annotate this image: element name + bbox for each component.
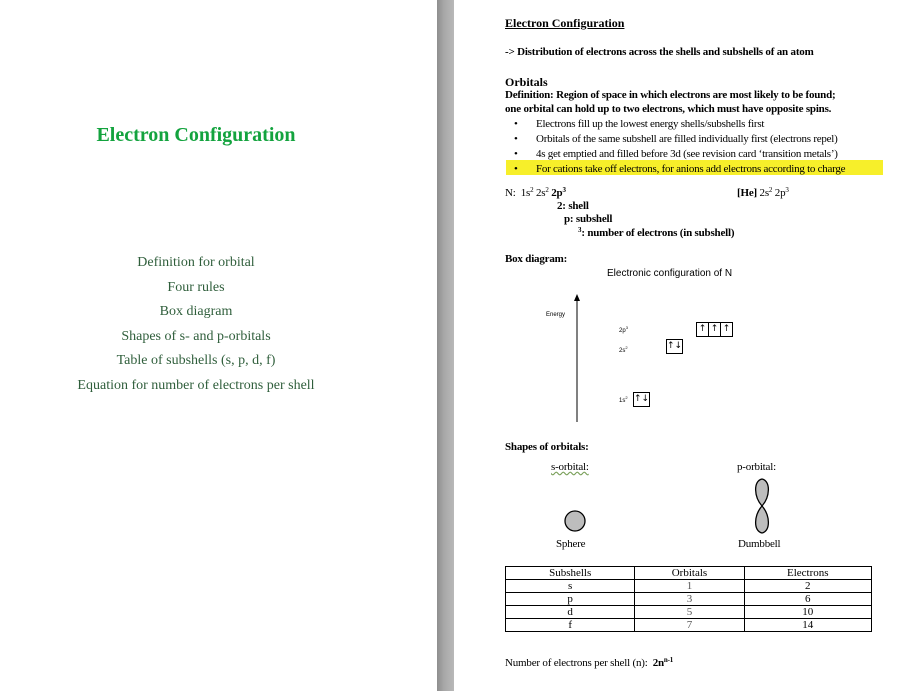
dumbbell-shape [750,477,774,535]
equation-line: Number of electrons per shell (n): $2n^{n-1}$ [505,656,674,669]
rule-item: • 4s get emptied and filled before 3d (see revision card ‘transition metals’) [518,147,845,162]
table-row [506,593,872,606]
electron-up: ↑ [697,323,709,336]
contents-item: Table of subshells (s, p, d, f) [116,353,276,368]
orbital-box-1s: ↑↓ [633,392,650,407]
contents-list [0,251,392,398]
table-cell: p [506,593,635,606]
electron-up: ↑ [709,323,721,336]
dumbbell-caption: Dumbbell [738,538,781,550]
orbital-box-2p [696,322,733,337]
contents-item: Four rules [167,279,225,295]
table-header-cell: Subshells [506,567,635,580]
table-cell: 1 [635,580,744,593]
table-cell: d [506,606,635,619]
box-diagram-heading: Box diagram: [505,253,568,265]
level-2p-label: $2p^3$ [619,325,628,334]
page-heading: Electron Configuration [505,16,625,30]
energy-axis-arrow [572,294,582,424]
note-electrons: $^3$: number of electrons (in subshell) [578,226,735,239]
table-cell: f [506,619,635,632]
rule-item-highlighted: • For cations take off electrons, for anions add electrons according to charge [518,162,845,177]
table-row [506,580,872,593]
cover-title: Electron Configuration [96,124,296,146]
note-subshell: p: subshell [564,213,613,225]
short-notation: [He] $2s^2$ $2p^3$ [737,186,789,199]
rule-item: • Orbitals of the same subshell are filled individually first (electrons repel) [518,132,845,147]
shapes-heading: Shapes of orbitals: [505,441,589,453]
level-2s-label: $2s^2$ [619,345,628,354]
rules-list [518,117,845,177]
table-cell: 5 [635,606,744,619]
energy-axis-label: Energy [546,312,566,318]
orbitals-heading: Orbitals [505,75,548,89]
box-diagram-caption: Electronic configuration of N [607,268,733,279]
definition-line-1: Definition: Region of space in which electrons are most likely to be found; [505,89,836,101]
config-notation: N: $1s^2$ $2s^2$ $2p^3$ [505,186,566,199]
table-cell: s [506,580,635,593]
table-header-cell: Electrons [744,567,871,580]
contents-item: Definition for orbital [137,255,255,270]
table-cell: 6 [744,593,871,606]
level-1s-label: $1s^2$ [619,395,628,404]
table-header-row [506,567,872,580]
rule-item: • Electrons fill up the lowest energy shells/subshells first [518,117,845,132]
table-row [506,619,872,632]
subshell-table [505,566,872,632]
contents-item: Shapes of s- and p-orbitals [121,328,271,344]
p-orbital-label: p-orbital: [737,461,776,473]
table-header-cell: Orbitals [635,567,744,580]
orbital-box-2s: ↑↓ [666,339,683,354]
sphere-caption: Sphere [556,538,586,550]
definition-line-2: one orbital can hold up to two electrons, which must have opposite spins. [505,103,832,115]
table-cell: 14 [744,619,871,632]
page-gutter [437,0,454,691]
table-row [506,606,872,619]
intro-line: -> Distribution of electrons across the shells and subshells of an atom [505,46,814,58]
table-cell: 2 [744,580,871,593]
sphere-shape [563,509,587,533]
contents-item: Equation for number of electrons per shell [77,377,315,393]
note-shell: 2: shell [557,200,589,212]
table-cell: 3 [635,593,744,606]
s-orbital-label: s-orbital: [551,461,589,473]
table-cell: 7 [635,619,744,632]
table-cell: 10 [744,606,871,619]
contents-item: Box diagram [159,304,233,319]
left-page [0,0,437,691]
electron-up: ↑ [722,324,731,334]
